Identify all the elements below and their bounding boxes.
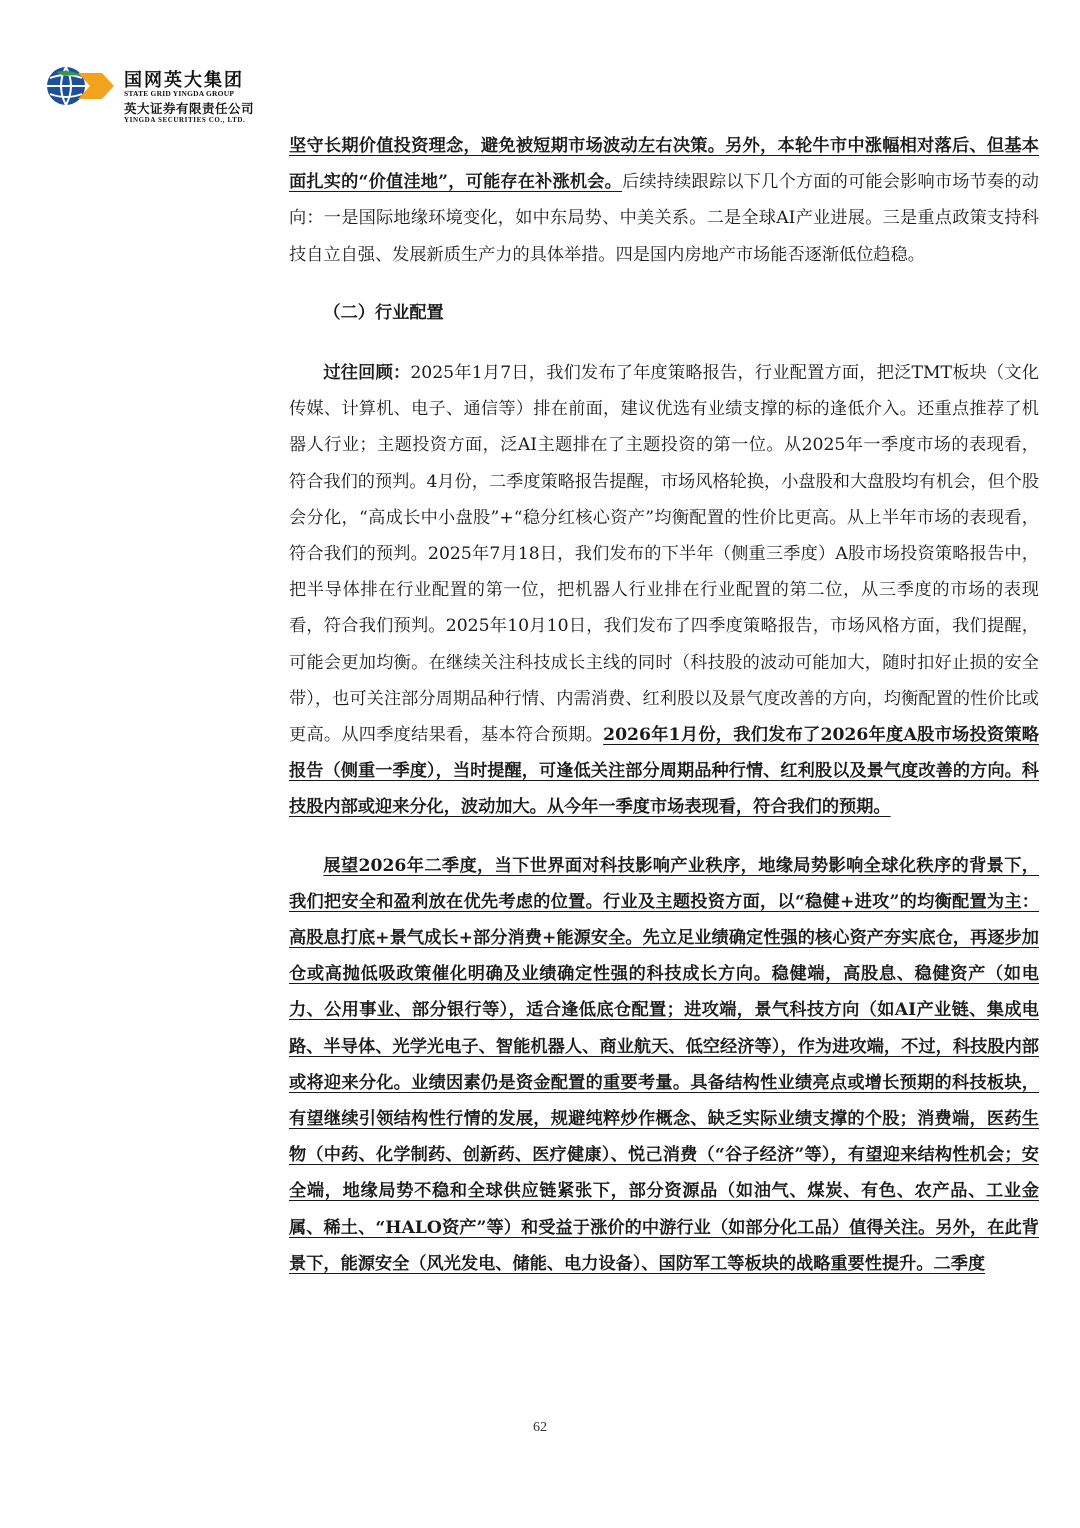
lead-label: 过往回顾： [323,363,411,384]
body-text: 后续持续跟踪以下几个方面的可能会影响市场节奏的动向：一是国际地缘环境变化，如中东局势、中美关系。二是全球AI产业进展。三是重点政策支持科技自立自强、发展新质生产力的具体举措。四是国内房地产市场能否逐渐低位趋稳。 [289,172,1039,265]
company-name-cn: 国网英大集团 [124,70,244,91]
subsidiary-name-cn: 英大证券有限责任公司 [124,101,255,116]
underlined-text: 展望2026年二季度，当下世界面对科技影响产业秩序，地缘局势影响全球化秩序的背景下，我们把安全和盈利放在优先考虑的位置。行业及主题投资方面，以“稳健+进攻”的均衡配置为主：高股息打底+景气成长+部分消费+能源安全。先立足业绩确定性强的核心资产夯实底仓，再逐步加仓或高抛低吸政策催化明确及业绩确定性强的科技成长方向。稳健端，高股息、稳健资产（如电力、公用事业、部分银行等），适合逢低底仓配置；进攻端，景气科技方向（如AI产业链、集成电路、半导体、光学光电子、智能机器人、商业航天、低空经济等），作为进攻端，不过，科技股内部或将迎来分化。业绩因素仍是资金配置的重要考量。具备结构性业绩亮点或增长预期的科技板块，有望继续引领结构性行情的发展，规避纯粹炒作概念、缺乏实际业绩支撑的个股；消费端，医药生物（中药、化学制药、创新药、医疗健康）、悦己消费（“谷子经济”等），有望迎来结构性机会；安全端，地缘局势不稳和全球供应链紧张下，部分资源品（如油气、煤炭、有色、农产品、工业金属、稀土、“HALO资产”等）和受益于涨价的中游行业（如部分化工品）值得关注。另外，在此背景下，能源安全（风光发电、储能、电力设备）、国防军工等板块的战略重要性提升。二季度 [289,855,1039,1274]
report-header [42,62,342,126]
paragraph-outlook-tracking [289,128,1039,273]
state-grid-logo-icon [42,64,116,108]
paragraph-review [289,355,1039,826]
underlined-text: 坚守长期价值投资理念，避免被短期市场波动左右决策。另外，本轮牛市中涨幅相对落后、但基本面扎实的“价值洼地”，可能存在补涨机会。 [289,136,1039,193]
page-number: 62 [533,1420,547,1435]
underlined-text: 2026年1月份，我们发布了2026年度A股市场投资策略报告（侧重一季度），当时提醒，可逢低关注部分周期品种行情、红利股以及景气度改善的方向。科技股内部或迎来分化，波动加大。从今年一季度市场表现看，符合我们的预期。 [289,725,1039,818]
company-name-en: STATE GRID YINGDA GROUP [124,89,235,98]
paragraph-q2-outlook [289,848,1039,1282]
body-text: 2025年1月7日，我们发布了年度策略报告，行业配置方面，把泛TMT板块（文化传媒、计算机、电子、通信等）排在前面，建议优选有业绩支撑的标的逢低介入。还重点推荐了机器人行业；主题投资方面，泛AI主题排在了主题投资的第一位。从2025年一季度市场的表现看，符合我们的预判。4月份，二季度策略报告提醒，市场风格轮换，小盘股和大盘股均有机会，但个股会分化，“高成长中小盘股”+“稳分红核心资产”均衡配置的性价比更高。从上半年市场的表现看，符合我们的预判。2025年7月18日，我们发布的下半年（侧重三季度）A股市场投资策略报告中，把半导体排在行业配置的第一位，把机器人行业排在行业配置的第二位，从三季度的市场的表现看，符合我们预判。2025年10月10日，我们发布了四季度策略报告，市场风格方面，我们提醒，可能会更加均衡。在继续关注科技成长主线的同时（科技股的波动可能加大，随时扣好止损的安全带），也可关注部分周期品种行情、内需消费、红利股以及景气度改善的方向，均衡配置的性价比或更高。从四季度结果看，基本符合预期。 [289,363,1040,746]
section-heading: （二）行业配置 [323,302,444,323]
subsidiary-name-en: YINGDA SECURITIES CO., LTD. [124,116,246,124]
document-body [289,128,1039,1282]
